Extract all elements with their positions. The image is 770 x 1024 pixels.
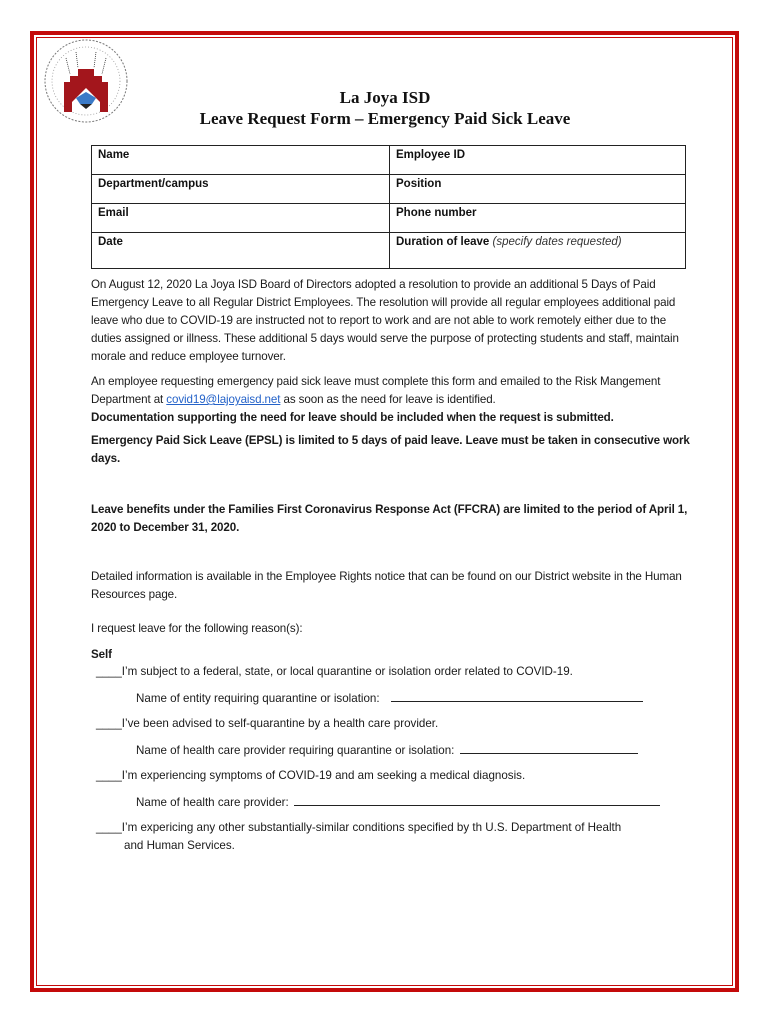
table-row: [92, 146, 686, 175]
reason-text: I’m experiencing symptoms of COVID-19 and am seeking a medical diagnosis.: [121, 769, 526, 782]
risk-management-email-link[interactable]: covid19@lajoyaisd.net: [166, 393, 281, 406]
entity-name-line: [136, 689, 696, 708]
field-label: Phone number: [396, 207, 477, 219]
provider-name-input[interactable]: [294, 793, 660, 806]
email-field[interactable]: [92, 204, 390, 233]
submission-text-end: as soon as the need for leave is identified.: [280, 393, 496, 406]
resolution-paragraph: On August 12, 2020 La Joya ISD Board of Directors adopted a resolution to provide an additional 5 Days of Paid Emergency Leave to all Regular District Employees. The resolution will provide all regular employees additional paid leave who due to COVID-19 are instructed not to report to work and are not able to work remotely either due to the duties assigned or illness. These additional 5 days would serve the purpose of protecting students and staff, maintain morale and reduce employee turnover.: [91, 278, 679, 363]
entity-name-label: Name of entity requiring quarantine or isolation:: [136, 692, 380, 705]
name-field[interactable]: [92, 146, 390, 175]
reason-checkbox-blank[interactable]: ____: [96, 769, 122, 782]
reason-text: I’m subject to a federal, state, or local quarantine or isolation order related to COVID-19.: [121, 665, 573, 678]
section-self-heading: Self: [91, 648, 112, 661]
department-campus-field[interactable]: [92, 175, 390, 204]
reason-item-other-conditions: [96, 819, 696, 855]
phone-number-field[interactable]: [390, 204, 686, 233]
entity-name-input[interactable]: [391, 689, 643, 702]
documentation-note: Documentation supporting the need for leave should be included when the request is submitted.: [91, 411, 614, 424]
field-hint: (specify dates requested): [492, 236, 622, 248]
table-row: [92, 175, 686, 204]
provider-name-line: [136, 793, 696, 812]
ffcra-period-paragraph: Leave benefits under the Families First Coronavirus Response Act (FFCRA) are limited to the period of April 1, 2020 to December 31, 2020.: [91, 503, 688, 534]
employee-info-table: [91, 145, 686, 269]
table-row: [92, 204, 686, 233]
field-label: Name: [98, 149, 130, 161]
position-field[interactable]: [390, 175, 686, 204]
provider-quarantine-input[interactable]: [460, 741, 638, 754]
reason-item-quarantine-order: [96, 663, 696, 681]
reason-item-self-quarantine: [96, 715, 696, 733]
submission-text: An employee requesting emergency paid sick leave must complete this form and emailed to the Risk Mangement Department at: [91, 375, 661, 406]
form-title: Leave Request Form – Emergency Paid Sick Leave: [199, 109, 571, 128]
reason-text: I’m expericing any other substantially-similar conditions specified by th U.S. Department of Health: [121, 821, 622, 834]
epsl-limit-paragraph: Emergency Paid Sick Leave (EPSL) is limited to 5 days of paid leave. Leave must be taken in consecutive work days.: [91, 434, 690, 465]
field-label: Department/campus: [98, 178, 209, 190]
duration-of-leave-field[interactable]: [390, 233, 686, 269]
reason-checkbox-blank[interactable]: ____: [96, 717, 122, 730]
field-label: Position: [396, 178, 442, 190]
field-label: Employee ID: [396, 149, 466, 161]
date-field[interactable]: [92, 233, 390, 269]
reason-text: I’ve been advised to self-quarantine by a health care provider.: [121, 717, 439, 730]
provider-quarantine-label: Name of health care provider requiring quarantine or isolation:: [136, 744, 455, 757]
reason-checkbox-blank[interactable]: ____: [96, 665, 122, 678]
provider-quarantine-line: [136, 741, 696, 760]
reason-text-continued: and Human Services.: [124, 839, 235, 852]
reason-item-symptoms: [96, 767, 696, 785]
employee-rights-paragraph: Detailed information is available in the Employee Rights notice that can be found on our District website in the Human Resources page.: [91, 570, 682, 601]
provider-name-label: Name of health care provider:: [136, 796, 289, 809]
org-name: La Joya ISD: [339, 88, 431, 107]
form-header: [0, 88, 770, 129]
field-label: Duration of leave: [396, 236, 490, 248]
reason-checkbox-blank[interactable]: ____: [96, 821, 122, 834]
field-label: Email: [98, 207, 129, 219]
employee-id-field[interactable]: [390, 146, 686, 175]
field-label: Date: [98, 236, 123, 248]
table-row: [92, 233, 686, 269]
request-intro: I request leave for the following reason(s):: [91, 622, 303, 635]
submission-paragraph: [91, 373, 691, 427]
